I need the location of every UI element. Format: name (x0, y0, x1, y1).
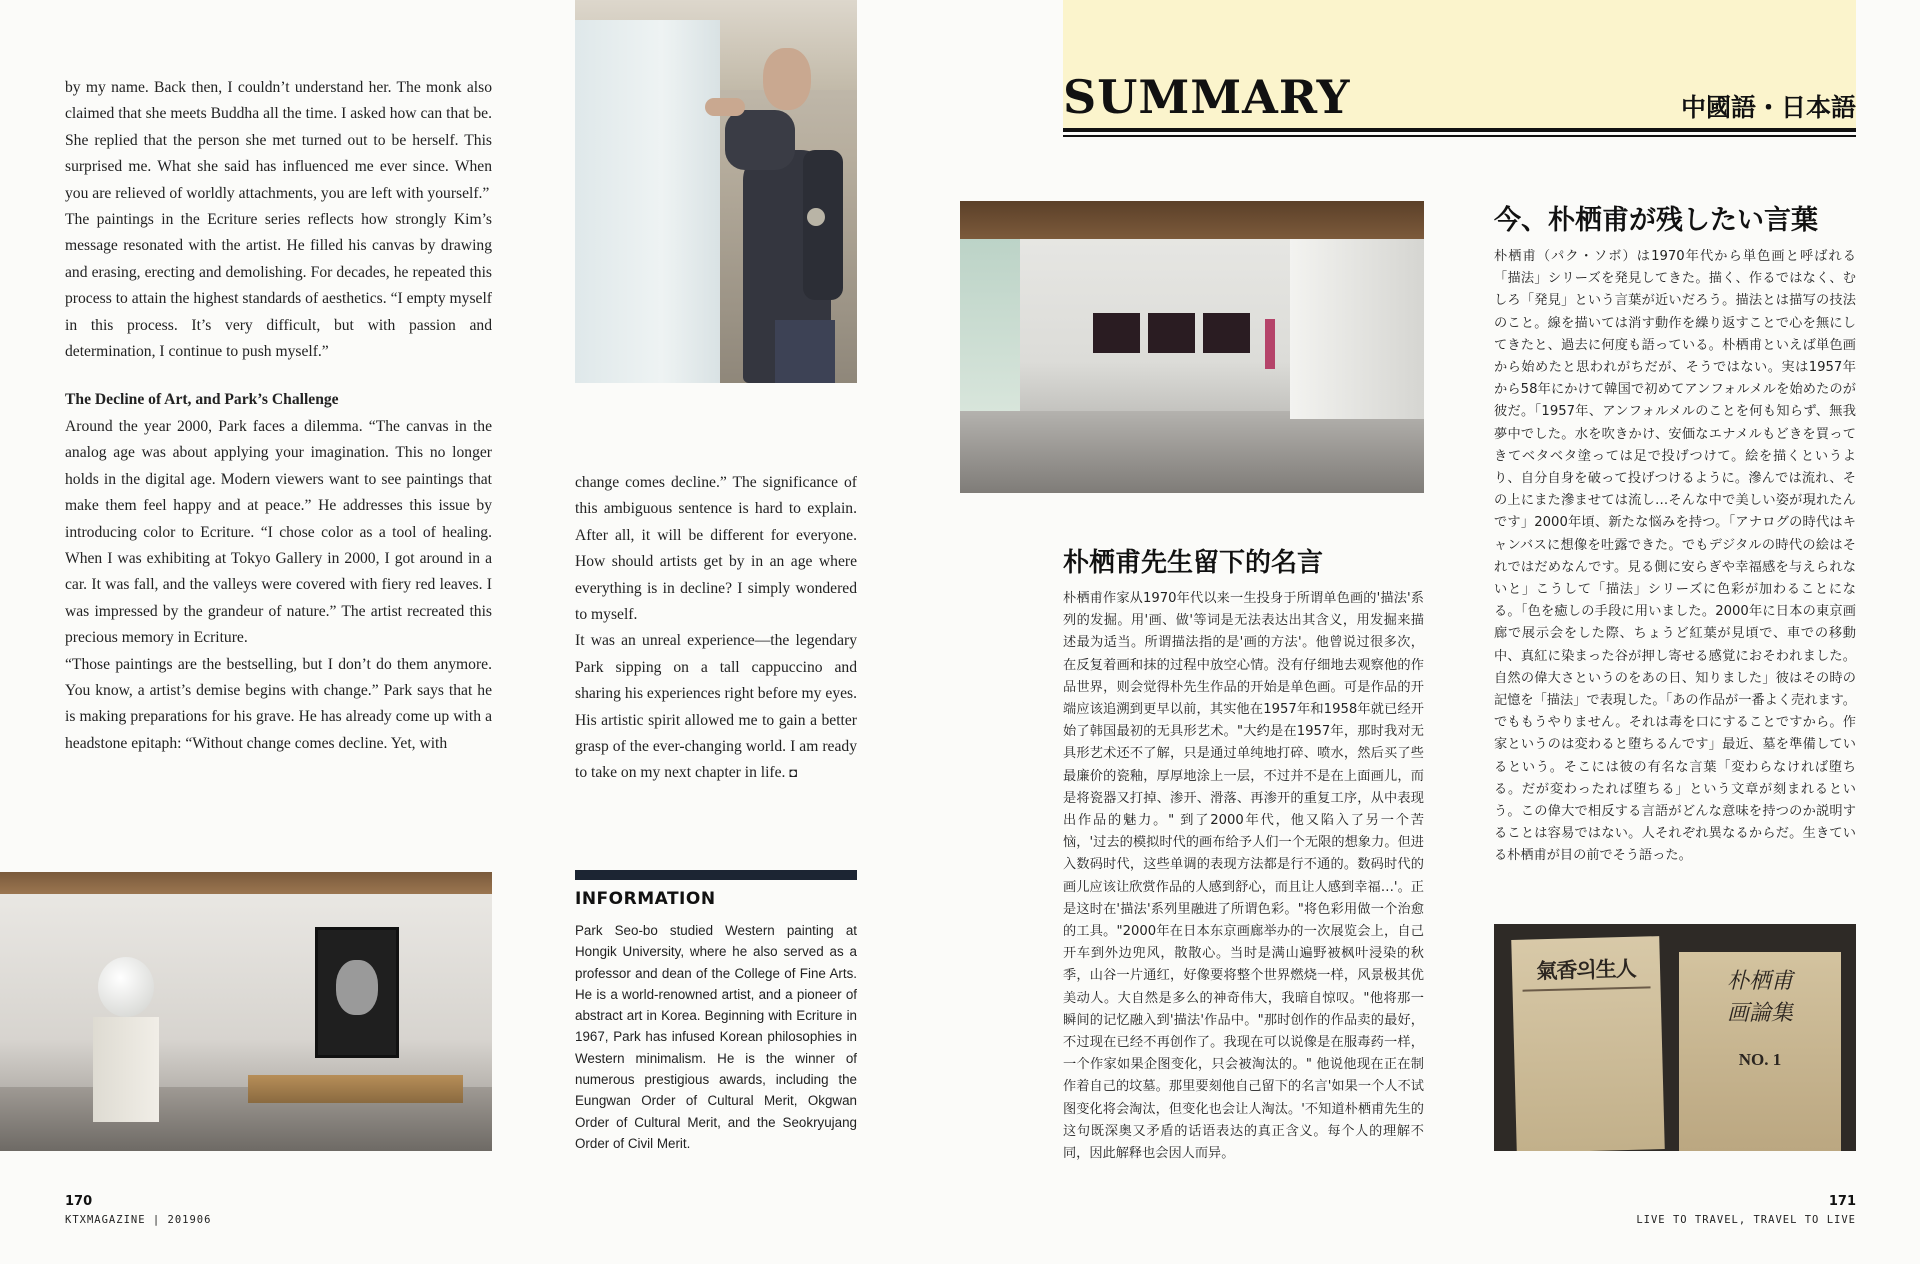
painting-panel-pink (1265, 319, 1275, 369)
book-covers-photo (1494, 924, 1856, 1151)
language-label: 中國語・日本語 (1680, 93, 1856, 122)
japanese-body: 朴栖甫（パク・ソボ）は1970年代から単色画と呼ばれる「描法」シリーズを発見してきた。描く、作るではなく、むしろ「発見」という言葉が近いだろう。描法とは描写の技法のこと。線を描いては消す動作を繰り返すことで心を無にしてきたと、過去に何度も語っている。朴栖甫といえば単色画から始めたと思われがちだが、そうではない。実は1957年から58年にかけて韓国で初めてアンフォルメルを始めたのが彼だ。「1957年、アンフォルメルのことを何も知らず、無我夢中でした。水を吹きかけ、安価なエナメルもどきを買ってきてベタベタ塗っては足で投げつけて。絵を描くというより、自分自身を破って投げつけるように。滲んでは流れ、その上にまた滲ませては流し…そんな中で美しい姿が現れたんです」2000年頃、新たな悩みを持つ。「アナログの時代はキャンバスに想像を吐露できた。でもデジタルの時代の絵はそれではだめなんです。見る側に安らぎや幸福感を与えられないと」こうして「描法」シリーズに色彩が加わることになる。「色を癒しの手段に用いました。2000年に日本の東京画廊で展示会をした際、ちょうど紅葉が見頃で、車での移動中、真紅に染まった谷が押し寄せる感覚におそわれました。自然の偉大さというのをあの日、知りました」彼はその時の記憶を「描法」で表現した。「あの作品が一番よく売れます。でももうやりません。それは毒を口にすることですから。作家というのは変わると堕ちるんです」最近、墓を準備しているという。そこには彼の有名な言葉「変わらなければ堕ちる。だが変わったれば堕ちる」という文章が刻まれるという。この偉大で相反する言語がどんな意味を持つのか説明することは容易ではない。人それぞれ異なるからだ。生きている朴栖甫が目の前でそう語った。 (1494, 249, 1856, 864)
article-column-left (65, 75, 492, 757)
article-paragraph: “Those paintings are the bestselling, but I don’t do them anymore. You know, a artist’s demise begins with change.” Park says that he is making preparations for his grave. He has already come up with a headstone epitaph: “Without change comes decline. Yet, with (65, 655, 492, 752)
book-cover (1511, 936, 1665, 1151)
article-paragraph: The paintings in the Ecriture series reflects how strongly Kim’s message resonated with the artist. He filled his canvas by drawing and erasing, erecting and demolishing. For decades, he repeated this process to attain the highest standards of aesthetics. “I empty myself in this process. It’s very difficult, but with passion and determination, I continue to push myself.” (65, 211, 492, 361)
chinese-heading: 朴栖甫先生留下的名言 (1063, 548, 1324, 578)
section-subheading: The Decline of Art, and Park’s Challenge (65, 391, 339, 409)
summary-rule-thin (1063, 135, 1856, 137)
article-column-middle (575, 470, 857, 787)
exhibition-hall-photo (960, 201, 1424, 493)
page-number-left: 170 (65, 1194, 93, 1209)
chinese-body: 朴栖甫作家从1970年代以来一生投身于所谓单色画的'描法'系列的发掘。用'画、做'等词是无法表达出其含义，用发掘来描述最为适当。所谓描法指的是'画的方法'。他曾说过很多次，在反复着画和抹的过程中放空心情。没有仔细地去观察他的作品世界，则会觉得朴先生作品的开始是单色画。可是作品的开端应该追溯到更早以前，其实他在1957年和1958年就已经开始了韩国最初的无具形艺术。"大约是在1957年，那时我对无具形艺术还不了解，只是通过单纯地打碎、喷水，然后买了些最廉价的瓷釉，厚厚地涂上一层，不过并不是在上面画儿，而是将瓷器又打掉、渗开、滑落、再渗开的重复工序，从中表现出作品的魅力。" 到了2000年代，他又陷入了另一个苦恼，'过去的模拟时代的画布给予人们一个无限的想象力。但进入数码时代，这些单调的表现方法都是行不通的。数码时代的画儿应该让欣赏作品的人感到舒心，而且让人感到幸福…'。正是这时在'描法'系列里融进了所谓色彩。"将色彩用做一个治愈的工具。"2000年在日本东京画廊举办的一次展览会上，自己开车到外边兜风，散散心。当时是满山遍野被枫叶浸染的秋季，山谷一片通红，好像要将整个世界燃烧一样，风景极其优美动人。大自然是多么的神奇伟大，我暗自惊叹。"他将那一瞬间的记忆融入到'描法'作品中。"那时创作的作品卖的最好，不过现在已经不再创作了。我现在可以说像是在服毒药一样，一个作家如果企图变化，只会被淘汰的。" 他说他现在正在制作着自己的坟墓。那里要刻他自己留下的名言'如果一个人不试图变化将会淘汰，但变化也会让人淘汰。'不知道朴栖甫先生的这句既深奥又矛盾的话语表达的真正含义。每个人的理解不同，因此解释也会因人而异。 (1063, 591, 1424, 1162)
end-mark-icon: ◘ (789, 765, 798, 781)
summary-title: SUMMARY (1063, 70, 1351, 124)
article-paragraph: Around the year 2000, Park faces a dilemma. “The canvas in the analog age was about applying your imagination. This no longer holds in the digital age. Modern viewers want to see paintings that make them feel happy and at peace.” He addresses this issue by introducing color to Ecriture. “I chose color as a tool of healing. When I was exhibiting at Tokyo Gallery in 2000, I got around in a car. It was fall, and the valleys were covered with fiery red leaves. I was impressed by the grandeur of nature.” The artist recreated this precious memory in Ecriture. (65, 417, 492, 647)
framed-portrait (315, 927, 399, 1058)
summary-rule-thick (1063, 128, 1856, 132)
wooden-bench (248, 1075, 463, 1103)
painting-panel (1203, 313, 1250, 353)
painting-panel (1093, 313, 1140, 353)
page-number-right: 171 (1828, 1194, 1856, 1209)
article-paragraph (575, 628, 857, 786)
book-cover-number: NO. 1 (1738, 1050, 1782, 1069)
information-title: INFORMATION (575, 889, 716, 909)
article-paragraph: by my name. Back then, I couldn’t understand her. The monk also claimed that she meets Buddha all the time. I asked how can that be. She replied that the person she met turned out to be herself. This surprised me. What she said has influenced me ever since. When you are relieved of worldly attachments, you are left with yourself.” (65, 79, 492, 202)
japanese-heading: 今、朴栖甫が残したい言葉 (1494, 205, 1818, 236)
moon-jar-vase (98, 957, 154, 1017)
footer-right: LIVE TO TRAVEL, TRAVEL TO LIVE (1636, 1214, 1856, 1226)
article-paragraph: change comes decline.” The significance of this ambiguous sentence is hard to explain. After all, it will be different for everyone. How should artists get by in an age where everything is in decline? I simply wondered to myself. (575, 474, 857, 624)
gallery-interior-photo (0, 872, 492, 1151)
painting-panel (1148, 313, 1195, 353)
pedestal (93, 1017, 159, 1122)
book-cover (1679, 952, 1841, 1151)
book-cover-title: 氣香의生人 (1536, 957, 1636, 984)
book-cover-author: 朴栖甫 (1726, 968, 1793, 993)
information-body: Park Seo-bo studied Western painting at Hongik University, where he also served as a professor and dean of the College of Fine Arts. He is a world-renowned artist, and a pioneer of abstract art in Korea. Beginning with Ecriture in 1967, Park has infused Korean philosophies in Western minimalism. He is the winner of numerous prestigious awards, including the Eungwan Order of Cultural Merit, Okgwan Order of Cultural Merit, and the Seokryujang Order of Civil Merit. (575, 923, 857, 1151)
artist-painting-photo (575, 0, 857, 383)
white-canvas (575, 20, 720, 383)
footer-left: KTXMAGAZINE | 201906 (65, 1214, 212, 1226)
information-bar (575, 870, 857, 880)
book-cover-subtitle: 画論集 (1726, 1000, 1793, 1025)
article-closing-text: It was an unreal experience—the legendary Park sipping on a tall cappuccino and sharing his experiences right before my eyes. His artistic spirit allowed me to gain a better grasp of the ever-changing world. I am ready to take on my next chapter in life. (575, 632, 857, 782)
